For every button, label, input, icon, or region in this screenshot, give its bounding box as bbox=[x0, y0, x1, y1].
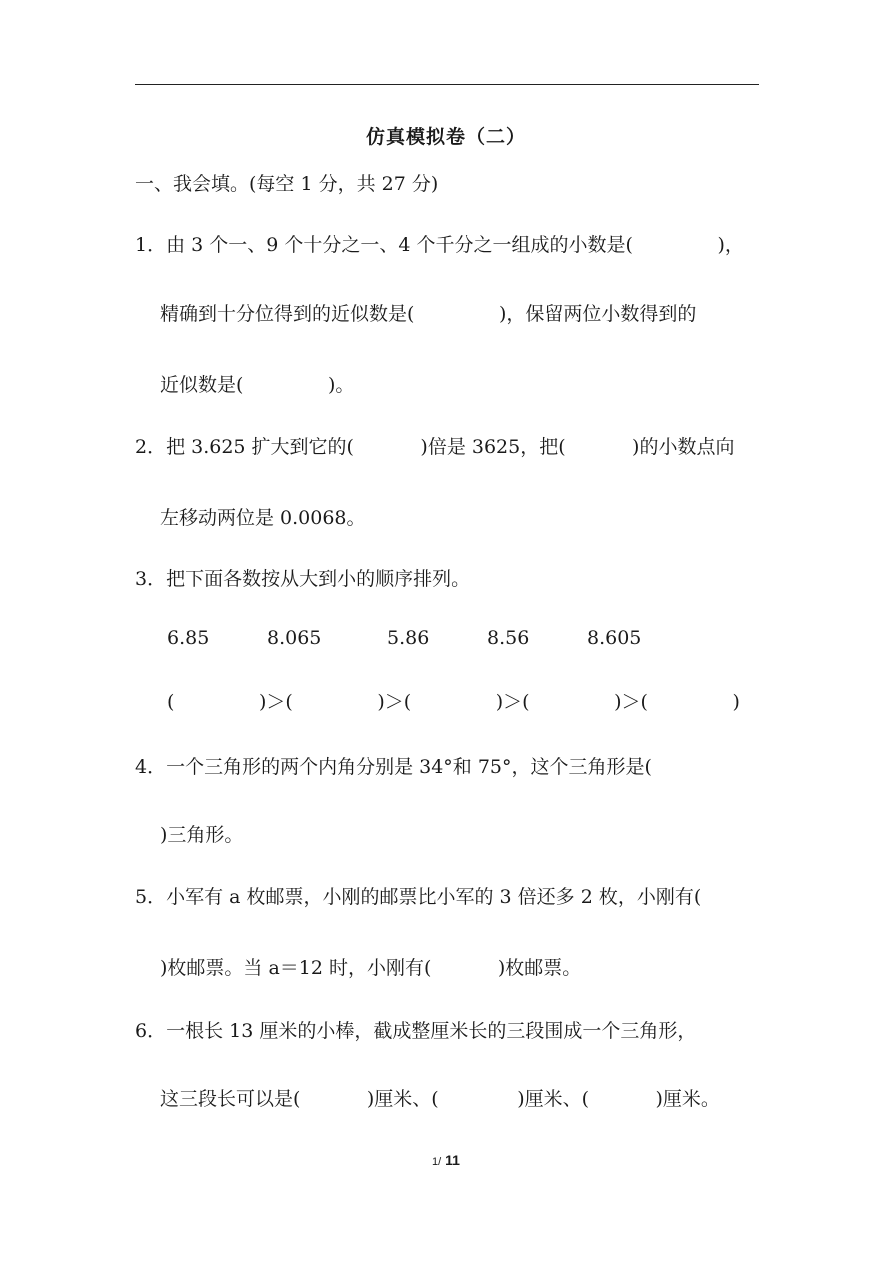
q1-line3: 近似数是( )。 bbox=[160, 374, 355, 396]
total-pages: 11 bbox=[445, 1152, 460, 1168]
q3-number: 8.56 bbox=[487, 627, 530, 649]
q3-number: 8.065 bbox=[267, 627, 322, 649]
q6-line1: 6．一根长 13 厘米的小棒，截成整厘米长的三段围成一个三角形， bbox=[135, 1020, 697, 1042]
page-title: 仿真模拟卷（二） bbox=[365, 126, 526, 148]
q2-line1: 2．把 3.625 扩大到它的( )倍是 3625，把( )的小数点向 bbox=[135, 436, 735, 458]
q5-line1: 5．小军有 a 枚邮票，小刚的邮票比小军的 3 倍还多 2 枚，小刚有( bbox=[135, 886, 702, 908]
q3-order-blanks: ( )＞( )＞( )＞( )＞( ) bbox=[167, 691, 740, 713]
q3-number: 6.85 bbox=[167, 627, 210, 649]
section-heading: 一、我会填。(每空 1 分，共 27 分) bbox=[135, 173, 439, 195]
q2-line2: 左移动两位是 0.0068。 bbox=[160, 507, 366, 529]
q1-line2: 精确到十分位得到的近似数是( )，保留两位小数得到的 bbox=[160, 303, 697, 325]
header-rule bbox=[135, 84, 759, 85]
q3-line1: 3．把下面各数按从大到小的顺序排列。 bbox=[135, 568, 471, 590]
q3-number: 8.605 bbox=[587, 627, 642, 649]
page-separator: / bbox=[438, 1156, 442, 1168]
current-page: 1 bbox=[432, 1156, 439, 1168]
page-number bbox=[0, 1152, 892, 1168]
q6-line2: 这三段长可以是( )厘米、( )厘米、( )厘米。 bbox=[160, 1088, 720, 1110]
q4-line2: )三角形。 bbox=[160, 824, 244, 846]
q1-line1: 1．由 3 个一、9 个十分之一、4 个千分之一组成的小数是( )， bbox=[135, 234, 744, 256]
q4-line1: 4．一个三角形的两个内角分别是 34°和 75°，这个三角形是( bbox=[135, 756, 652, 778]
q5-line2: )枚邮票。当 a＝12 时，小刚有( )枚邮票。 bbox=[160, 957, 582, 979]
q3-number: 5.86 bbox=[387, 627, 430, 649]
